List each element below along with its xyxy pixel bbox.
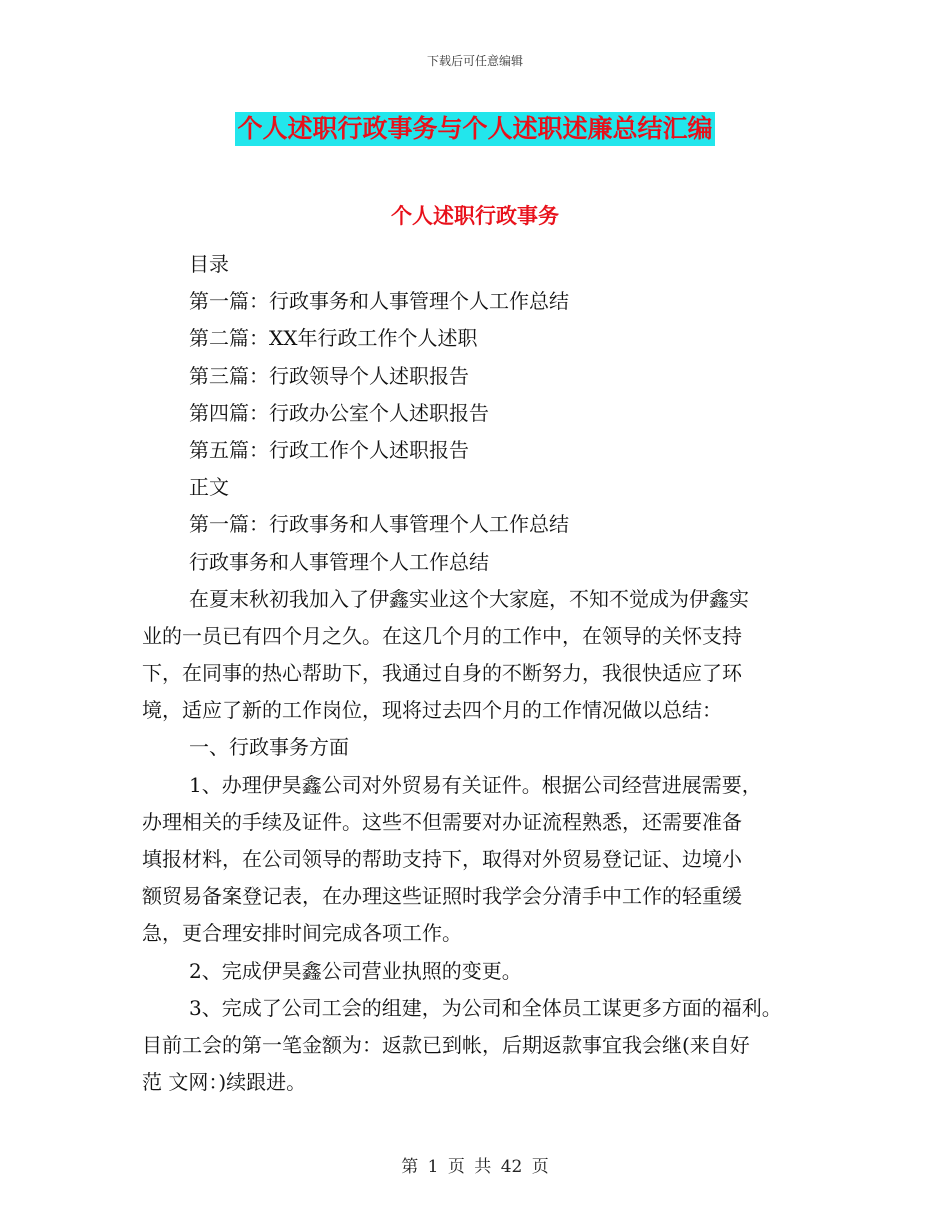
body-line: 办理相关的手续及证件。这些不但需要对办证流程熟悉，还需要准备	[142, 809, 742, 834]
body-line: 在夏末秋初我加入了伊鑫实业这个大家庭，不知不觉成为伊鑫实	[189, 586, 749, 611]
body-line: 3、完成了公司工会的组建，为公司和全体员工谋更多方面的福利。	[189, 995, 782, 1020]
body-line: 第二篇：XX年行政工作个人述职	[189, 326, 478, 351]
body-line: 正文	[189, 475, 229, 500]
document-title-wrap	[0, 112, 950, 146]
header-note: 下载后可任意编辑	[426, 54, 523, 68]
body-line: 范 文网：)续跟进。	[142, 1070, 307, 1095]
body-line: 填报材料，在公司领导的帮助支持下，取得对外贸易登记证、边境小	[142, 847, 742, 871]
body-line: 第一篇：行政事务和人事管理个人工作总结	[189, 289, 569, 314]
document-title: 个人述职行政事务与个人述职述廉总结汇编	[235, 112, 714, 146]
section-title: 个人述职行政事务	[391, 204, 559, 228]
body-line: 额贸易备案登记表，在办理这些证照时我学会分清手中工作的轻重缓	[142, 884, 742, 909]
body-line: 第一篇：行政事务和人事管理个人工作总结	[189, 512, 569, 537]
page-footer: 第 1 页 共 42 页	[401, 1157, 549, 1177]
body-line: 第三篇：行政领导个人述职报告	[189, 363, 469, 388]
body-line: 目录	[189, 252, 229, 276]
document-body	[142, 246, 842, 1101]
body-line: 目前工会的第一笔金额为：返款已到帐，后期返款事宜我会继(来自好	[142, 1032, 750, 1057]
body-line: 1、办理伊昊鑫公司对外贸易有关证件。根据公司经营进展需要，	[189, 772, 762, 797]
body-line: 第五篇：行政工作个人述职报告	[189, 437, 469, 462]
body-line: 急，更合理安排时间完成各项工作。	[142, 921, 462, 946]
body-line: 2、完成伊昊鑫公司营业执照的变更。	[189, 958, 522, 983]
body-line: 一、行政事务方面	[189, 735, 349, 760]
body-line: 境，适应了新的工作岗位，现将过去四个月的工作情况做以总结：	[142, 698, 722, 723]
body-line: 业的一员已有四个月之久。在这几个月的工作中，在领导的关怀支持	[142, 623, 742, 648]
body-line: 第四篇：行政办公室个人述职报告	[189, 400, 489, 425]
body-line: 下，在同事的热心帮助下，我通过自身的不断努力，我很快适应了环	[142, 661, 742, 686]
body-line: 行政事务和人事管理个人工作总结	[189, 549, 489, 574]
